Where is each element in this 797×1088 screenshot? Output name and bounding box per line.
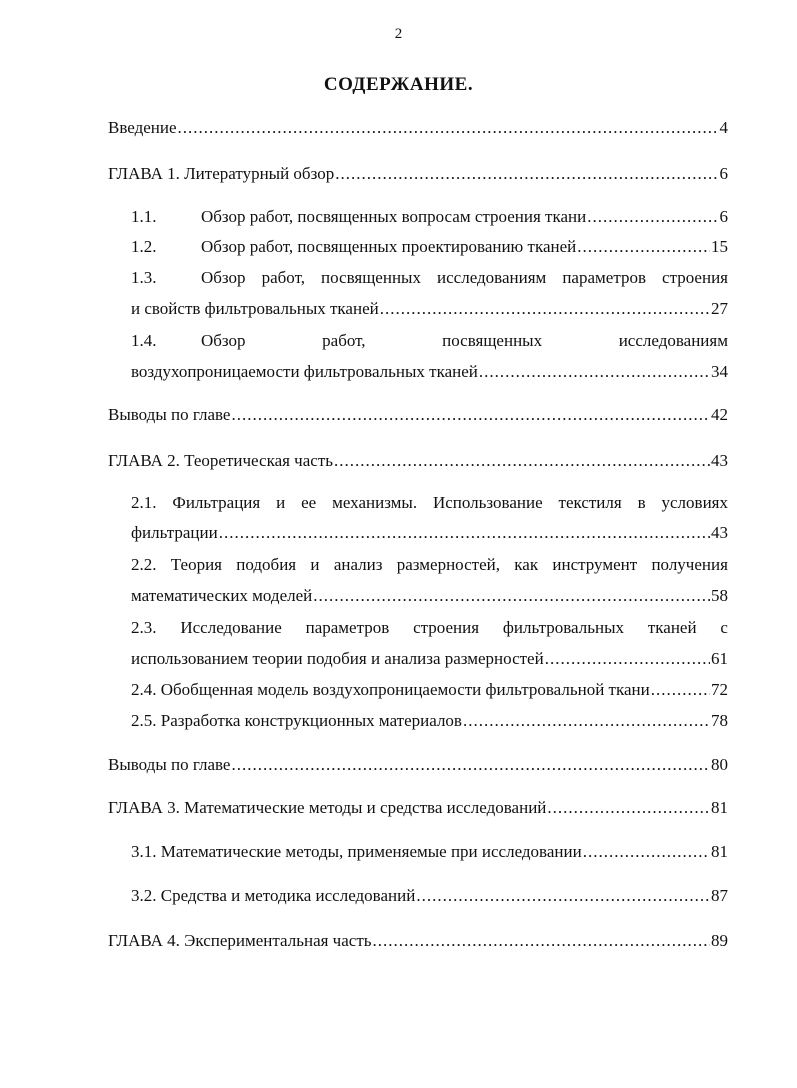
leader-dots bbox=[231, 755, 710, 775]
entry-page: 87 bbox=[711, 886, 728, 905]
toc-entry-chapter-3 bbox=[108, 798, 728, 818]
toc-entry-chapter-1 bbox=[108, 164, 728, 184]
entry-page: 27 bbox=[711, 299, 728, 318]
entry-number: 1.4. bbox=[131, 331, 157, 350]
word: анализ bbox=[333, 555, 383, 574]
entry-text-justified bbox=[201, 268, 728, 288]
entry-page: 89 bbox=[711, 931, 728, 950]
toc-entry-1-1 bbox=[131, 207, 728, 227]
entry-text: и свойств фильтровальных тканей bbox=[131, 299, 379, 318]
toc-entry-2-1-line2 bbox=[131, 523, 728, 543]
toc-entry-2-3-line2 bbox=[131, 649, 728, 669]
entry-page: 43 bbox=[711, 523, 728, 542]
word: 2.2. bbox=[131, 555, 157, 574]
word: подобия bbox=[236, 555, 297, 574]
toc-title: СОДЕРЖАНИЕ. bbox=[323, 74, 474, 95]
word: условиях bbox=[661, 493, 728, 512]
word: получения bbox=[651, 555, 728, 574]
entry-text-justified bbox=[201, 331, 728, 351]
entry-page: 34 bbox=[711, 362, 728, 381]
entry-page: 61 bbox=[711, 649, 728, 668]
entry-text: использованием теории подобия и анализа размерностей bbox=[131, 649, 544, 668]
word: посвященных bbox=[321, 268, 421, 287]
leader-dots bbox=[334, 451, 710, 471]
word: в bbox=[637, 493, 646, 512]
word: Обзор bbox=[201, 268, 246, 287]
leader-dots bbox=[577, 237, 710, 257]
entry-number: 1.2. bbox=[131, 237, 157, 256]
word: 2.1. bbox=[131, 493, 157, 512]
toc-entry-1-4-line2 bbox=[131, 362, 728, 382]
toc-entry-2-2-line2 bbox=[131, 586, 728, 606]
word: инструмент bbox=[552, 555, 638, 574]
toc-entry-1-3-line1 bbox=[131, 268, 728, 288]
word: Использование bbox=[432, 493, 543, 512]
leader-dots bbox=[547, 798, 710, 818]
leader-dots bbox=[545, 649, 710, 669]
word: тканей bbox=[647, 618, 697, 637]
entry-page: 72 bbox=[711, 680, 728, 699]
toc-entry-3-2 bbox=[131, 886, 728, 906]
entry-page: 43 bbox=[711, 451, 728, 470]
word: и bbox=[276, 493, 286, 512]
entry-text: математических моделей bbox=[131, 586, 313, 605]
entry-text: ГЛАВА 4. Экспериментальная часть bbox=[108, 931, 372, 950]
word: Обзор bbox=[201, 331, 246, 350]
entry-text: ГЛАВА 3. Математические методы и средства исследований bbox=[108, 798, 547, 817]
toc-entry-conclusions-2 bbox=[108, 755, 728, 775]
entry-page: 78 bbox=[711, 711, 728, 730]
word: посвященных bbox=[442, 331, 543, 350]
word: исследованиям bbox=[618, 331, 728, 350]
entry-page: 81 bbox=[711, 842, 728, 861]
word: 2.3. bbox=[131, 618, 157, 637]
toc-entry-3-1 bbox=[131, 842, 728, 862]
word: Исследование bbox=[180, 618, 282, 637]
toc-entry-1-2 bbox=[131, 237, 728, 257]
word: Теория bbox=[170, 555, 222, 574]
entry-page: 4 bbox=[719, 118, 728, 137]
toc-entry-chapter-4 bbox=[108, 931, 728, 951]
toc-entry-2-2-line1 bbox=[131, 555, 728, 575]
entry-text: воздухопроницаемости фильтровальных тканей bbox=[131, 362, 478, 381]
entry-page: 80 bbox=[711, 755, 728, 774]
entry-page: 6 bbox=[719, 207, 728, 226]
word: строения bbox=[413, 618, 480, 637]
word: как bbox=[514, 555, 539, 574]
entry-text: 2.5. Разработка конструкционных материалов bbox=[131, 711, 462, 730]
entry-text: фильтрации bbox=[131, 523, 218, 542]
word: исследованиям bbox=[437, 268, 547, 287]
leader-dots bbox=[416, 886, 710, 906]
word: с bbox=[720, 618, 728, 637]
word: фильтровальных bbox=[502, 618, 624, 637]
leader-dots bbox=[651, 680, 710, 700]
toc-entry-2-3-line1 bbox=[131, 618, 728, 638]
toc-entry-1-4-line1 bbox=[131, 331, 728, 351]
word: механизмы. bbox=[332, 493, 418, 512]
toc-entry-chapter-2 bbox=[108, 451, 728, 471]
toc-entry-2-5 bbox=[131, 711, 728, 731]
word: строения bbox=[662, 268, 728, 287]
entry-number: 1.1. bbox=[131, 207, 157, 226]
entry-page: 58 bbox=[711, 586, 728, 605]
page-number: 2 bbox=[394, 26, 403, 42]
toc-entry-intro bbox=[108, 118, 728, 138]
leader-dots bbox=[583, 842, 710, 862]
entry-text: 2.4. Обобщенная модель воздухопроницаемости фильтровальной ткани bbox=[131, 680, 650, 699]
leader-dots bbox=[219, 523, 710, 543]
word: Фильтрация bbox=[172, 493, 261, 512]
leader-dots bbox=[479, 362, 710, 382]
leader-dots bbox=[373, 931, 711, 951]
entry-page: 6 bbox=[719, 164, 728, 183]
word: работ, bbox=[322, 331, 366, 350]
entry-page: 15 bbox=[711, 237, 728, 256]
leader-dots bbox=[463, 711, 710, 731]
entry-text: Выводы по главе bbox=[108, 405, 231, 424]
word: ее bbox=[301, 493, 317, 512]
leader-dots bbox=[335, 164, 718, 184]
entry-page: 81 bbox=[711, 798, 728, 817]
toc-entry-2-1-line1 bbox=[131, 493, 728, 513]
entry-text: 3.1. Математические методы, применяемые при исследовании bbox=[131, 842, 582, 861]
entry-number: 1.3. bbox=[131, 268, 157, 287]
word: параметров bbox=[305, 618, 390, 637]
leader-dots bbox=[231, 405, 710, 425]
toc-entry-conclusions-1 bbox=[108, 405, 728, 425]
leader-dots bbox=[380, 299, 710, 319]
entry-text: Обзор работ, посвященных проектированию тканей bbox=[201, 237, 577, 256]
entry-text: ГЛАВА 1. Литературный обзор bbox=[108, 164, 335, 183]
word: параметров bbox=[562, 268, 646, 287]
entry-text: Обзор работ, посвященных вопросам строения ткани bbox=[201, 207, 587, 226]
entry-text: Введение bbox=[108, 118, 177, 137]
entry-text: Выводы по главе bbox=[108, 755, 231, 774]
entry-text: ГЛАВА 2. Теоретическая часть bbox=[108, 451, 334, 470]
leader-dots bbox=[587, 207, 718, 227]
toc-entry-1-3-line2 bbox=[131, 299, 728, 319]
leader-dots bbox=[178, 118, 719, 138]
leader-dots bbox=[313, 586, 710, 606]
word: работ, bbox=[261, 268, 305, 287]
word: размерностей, bbox=[396, 555, 500, 574]
word: и bbox=[310, 555, 320, 574]
entry-page: 42 bbox=[711, 405, 728, 424]
word: текстиля bbox=[558, 493, 622, 512]
toc-entry-2-4 bbox=[131, 680, 728, 700]
entry-text: 3.2. Средства и методика исследований bbox=[131, 886, 416, 905]
